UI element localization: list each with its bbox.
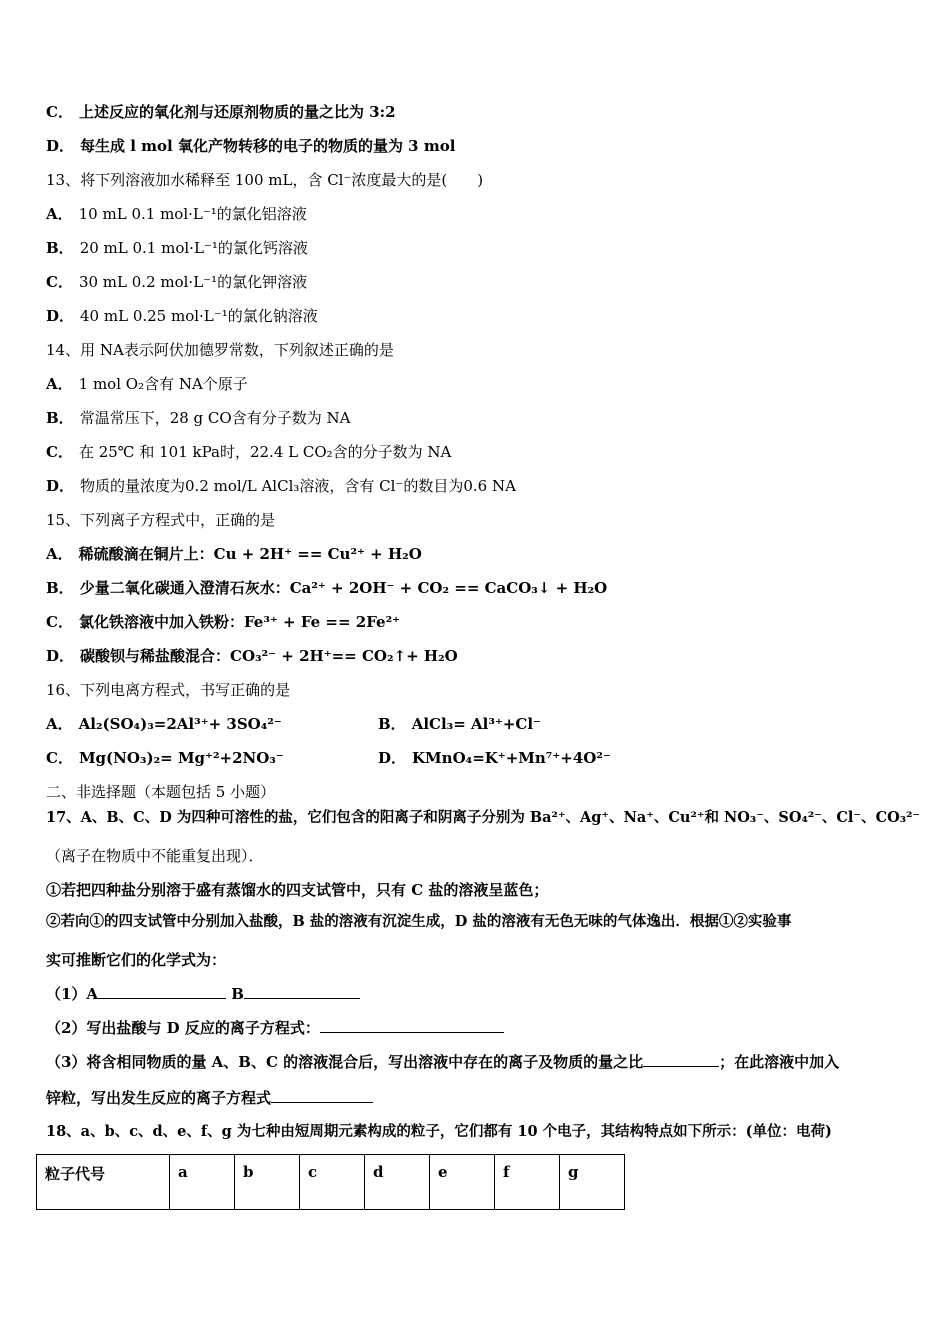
q14-option-b: B． 常温常压下，28 g CO含有分子数为 NA: [46, 409, 351, 427]
q13-option-b: B． 20 mL 0.1 mol·L⁻¹的氯化钙溶液: [46, 239, 308, 257]
q16-option-c: C． Mg(NO₃)₂= Mg⁺²+2NO₃⁻: [46, 749, 284, 767]
table-cell-f: f: [495, 1155, 560, 1210]
q17-condition-2-cont: 实可推断它们的化学式为：: [46, 951, 227, 969]
table-cell-e: e: [430, 1155, 495, 1210]
q14-option-d: D． 物质的量浓度为0.2 mol/L AlCl₃溶液，含有 Cl⁻的数目为0.6 NA: [46, 477, 516, 495]
q15-option-d: D． 碳酸钡与稀盐酸混合：CO₃²⁻ + 2H⁺== CO₂↑+ H₂O: [46, 647, 458, 665]
q15-stem: 15、下列离子方程式中，正确的是: [46, 511, 276, 529]
q17-stem: 17、A、B、C、D 为四种可溶性的盐，它们包含的阳离子和阴离子分别为 Ba²⁺、Ag⁺、Na⁺、Cu²⁺和 NO₃⁻、SO₄²⁻、Cl⁻、CO₃²⁻: [46, 809, 921, 826]
particle-table: [36, 1154, 625, 1210]
answer-blank-ion-ratio[interactable]: [643, 1052, 719, 1067]
table-header-cell: 粒子代号: [37, 1155, 170, 1210]
q16-stem: 16、下列电离方程式，书写正确的是: [46, 681, 291, 699]
q15-option-c: C． 氯化铁溶液中加入铁粉：Fe³⁺ + Fe == 2Fe²⁺: [46, 613, 401, 631]
table-cell-b: b: [235, 1155, 300, 1210]
table-cell-d: d: [365, 1155, 430, 1210]
q14-stem: 14、用 NA表示阿伏加德罗常数，下列叙述正确的是: [46, 341, 394, 359]
q13-option-d: D． 40 mL 0.25 mol·L⁻¹的氯化钠溶液: [46, 307, 318, 325]
q12-option-c: C． 上述反应的氧化剂与还原剂物质的量之比为 3:2: [46, 103, 396, 121]
q18-stem: 18、a、b、c、d、e、f、g 为七种由短周期元素构成的粒子，它们都有 10 个电子，其结构特点如下所示：(单位：电荷): [46, 1123, 832, 1140]
table-cell-c: c: [300, 1155, 365, 1210]
answer-blank-b[interactable]: [244, 984, 360, 999]
q17-sub-1: （1）A B: [46, 984, 360, 1004]
q15-option-b: B． 少量二氧化碳通入澄清石灰水：Ca²⁺ + 2OH⁻ + CO₂ == CaCO₃↓ + H₂O: [46, 579, 608, 597]
q14-option-a: A． 1 mol O₂含有 NA个原子: [46, 375, 248, 393]
q15-option-a: A． 稀硫酸滴在铜片上：Cu + 2H⁺ == Cu²⁺ + H₂O: [46, 545, 422, 563]
table-cell-g: g: [560, 1155, 625, 1210]
q17-condition-2: ②若向①的四支试管中分别加入盐酸，B 盐的溶液有沉淀生成，D 盐的溶液有无色无味的气体逸出．根据①②实验事: [46, 913, 792, 930]
q16-option-d: D． KMnO₄=K⁺+Mn⁷⁺+4O²⁻: [378, 749, 611, 767]
q17-sub-3-cont: 锌粒，写出发生反应的离子方程式: [46, 1088, 373, 1108]
q17-sub-3: （3）将含相同物质的量 A、B、C 的溶液混合后，写出溶液中存在的离子及物质的量之比 ；在此溶液中加入: [46, 1053, 840, 1071]
section-2-heading: 二、非选择题（本题包括 5 小题）: [46, 783, 276, 801]
q17-condition-1: ①若把四种盐分别溶于盛有蒸馏水的四支试管中，只有 C 盐的溶液呈蓝色；: [46, 881, 549, 899]
q17-sub-2: （2）写出盐酸与 D 反应的离子方程式：: [46, 1018, 504, 1038]
table-row: [37, 1155, 625, 1210]
q14-option-c: C． 在 25℃ 和 101 kPa时，22.4 L CO₂含的分子数为 NA: [46, 443, 452, 461]
table-cell-a: a: [170, 1155, 235, 1210]
answer-blank-zinc-equation[interactable]: [271, 1088, 373, 1103]
q13-option-a: A． 10 mL 0.1 mol·L⁻¹的氯化铝溶液: [46, 205, 307, 223]
q13-stem: 13、将下列溶液加水稀释至 100 mL，含 Cl⁻浓度最大的是( ): [46, 171, 484, 189]
q13-option-c: C． 30 mL 0.2 mol·L⁻¹的氯化钾溶液: [46, 273, 308, 291]
q16-option-a: A． Al₂(SO₄)₃=2Al³⁺+ 3SO₄²⁻: [46, 715, 282, 733]
answer-blank-d-equation[interactable]: [320, 1018, 504, 1033]
answer-blank-a[interactable]: [98, 984, 226, 999]
q12-option-d: D． 每生成 l mol 氧化产物转移的电子的物质的量为 3 mol: [46, 137, 456, 155]
q17-stem-cont: （离子在物质中不能重复出现）．: [46, 847, 264, 865]
q16-option-b: B． AlCl₃= Al³⁺+Cl⁻: [378, 715, 541, 733]
